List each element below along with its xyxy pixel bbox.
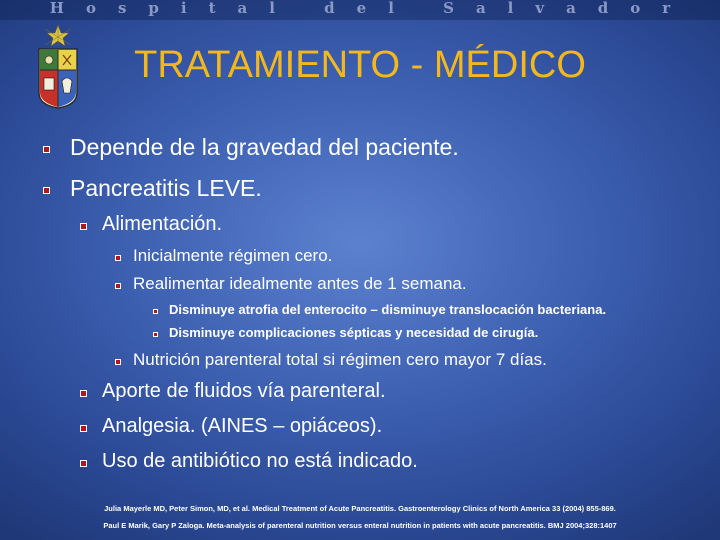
university-crest-icon bbox=[33, 23, 83, 109]
bullet-square-icon bbox=[153, 309, 158, 314]
bullet-item bbox=[102, 213, 222, 236]
bullet-item bbox=[169, 325, 538, 340]
bullet-text: Depende de la gravedad del paciente. bbox=[70, 134, 459, 160]
bullet-item bbox=[133, 274, 467, 294]
bullet-item bbox=[169, 302, 606, 317]
bullet-square-icon bbox=[115, 283, 121, 289]
bullet-item bbox=[70, 175, 262, 202]
bullet-text: Analgesia. (AINES – opiáceos). bbox=[102, 415, 383, 437]
bullet-text: Inicialmente régimen cero. bbox=[133, 246, 333, 265]
reference-citation: Paul E Marik, Gary P Zaloga. Meta-analysis of parenteral nutrition versus enteral nutrition in patients with acute pancreatitis. BMJ 2004;328:1407 bbox=[103, 521, 617, 530]
bullet-square-icon bbox=[153, 332, 158, 337]
bullet-item bbox=[102, 450, 418, 473]
bullet-square-icon bbox=[80, 390, 87, 397]
bullet-square-icon bbox=[80, 425, 87, 432]
bullet-text: Alimentación. bbox=[102, 213, 223, 235]
bullet-square-icon bbox=[80, 223, 87, 230]
bullet-text: Aporte de fluidos vía parenteral. bbox=[102, 380, 386, 402]
bullet-item bbox=[102, 415, 382, 438]
bullet-text: Realimentar idealmente antes de 1 semana. bbox=[133, 274, 467, 293]
hospital-name: Hospital del Salvador bbox=[49, 0, 693, 17]
bullet-square-icon bbox=[115, 359, 121, 365]
bullet-item bbox=[70, 134, 459, 161]
bullet-text: Uso de antibiótico no está indicado. bbox=[102, 450, 418, 472]
bullet-text: Disminuye complicaciones sépticas y necesidad de cirugía. bbox=[169, 325, 539, 340]
bullet-square-icon bbox=[43, 146, 50, 153]
slide-title: TRATAMIENTO - MÉDICO bbox=[134, 44, 586, 86]
bullet-text: Pancreatitis LEVE. bbox=[70, 175, 262, 201]
bullet-square-icon bbox=[115, 255, 121, 261]
bullet-square-icon bbox=[80, 460, 87, 467]
reference-citation: Julia Mayerle MD, Peter Simon, MD, et al. Medical Treatment of Acute Pancreatitis. Gastroenterology Clinics of North America 33 (2004) 855-869. bbox=[104, 504, 616, 513]
bullet-text: Disminuye atrofia del enterocito – disminuye translocación bacteriana. bbox=[169, 302, 607, 317]
bullet-item bbox=[102, 380, 386, 403]
bullet-text: Nutrición parenteral total si régimen cero mayor 7 días. bbox=[133, 350, 547, 369]
bullet-square-icon bbox=[43, 187, 50, 194]
bullet-item bbox=[133, 350, 547, 370]
bullet-item bbox=[133, 246, 332, 266]
